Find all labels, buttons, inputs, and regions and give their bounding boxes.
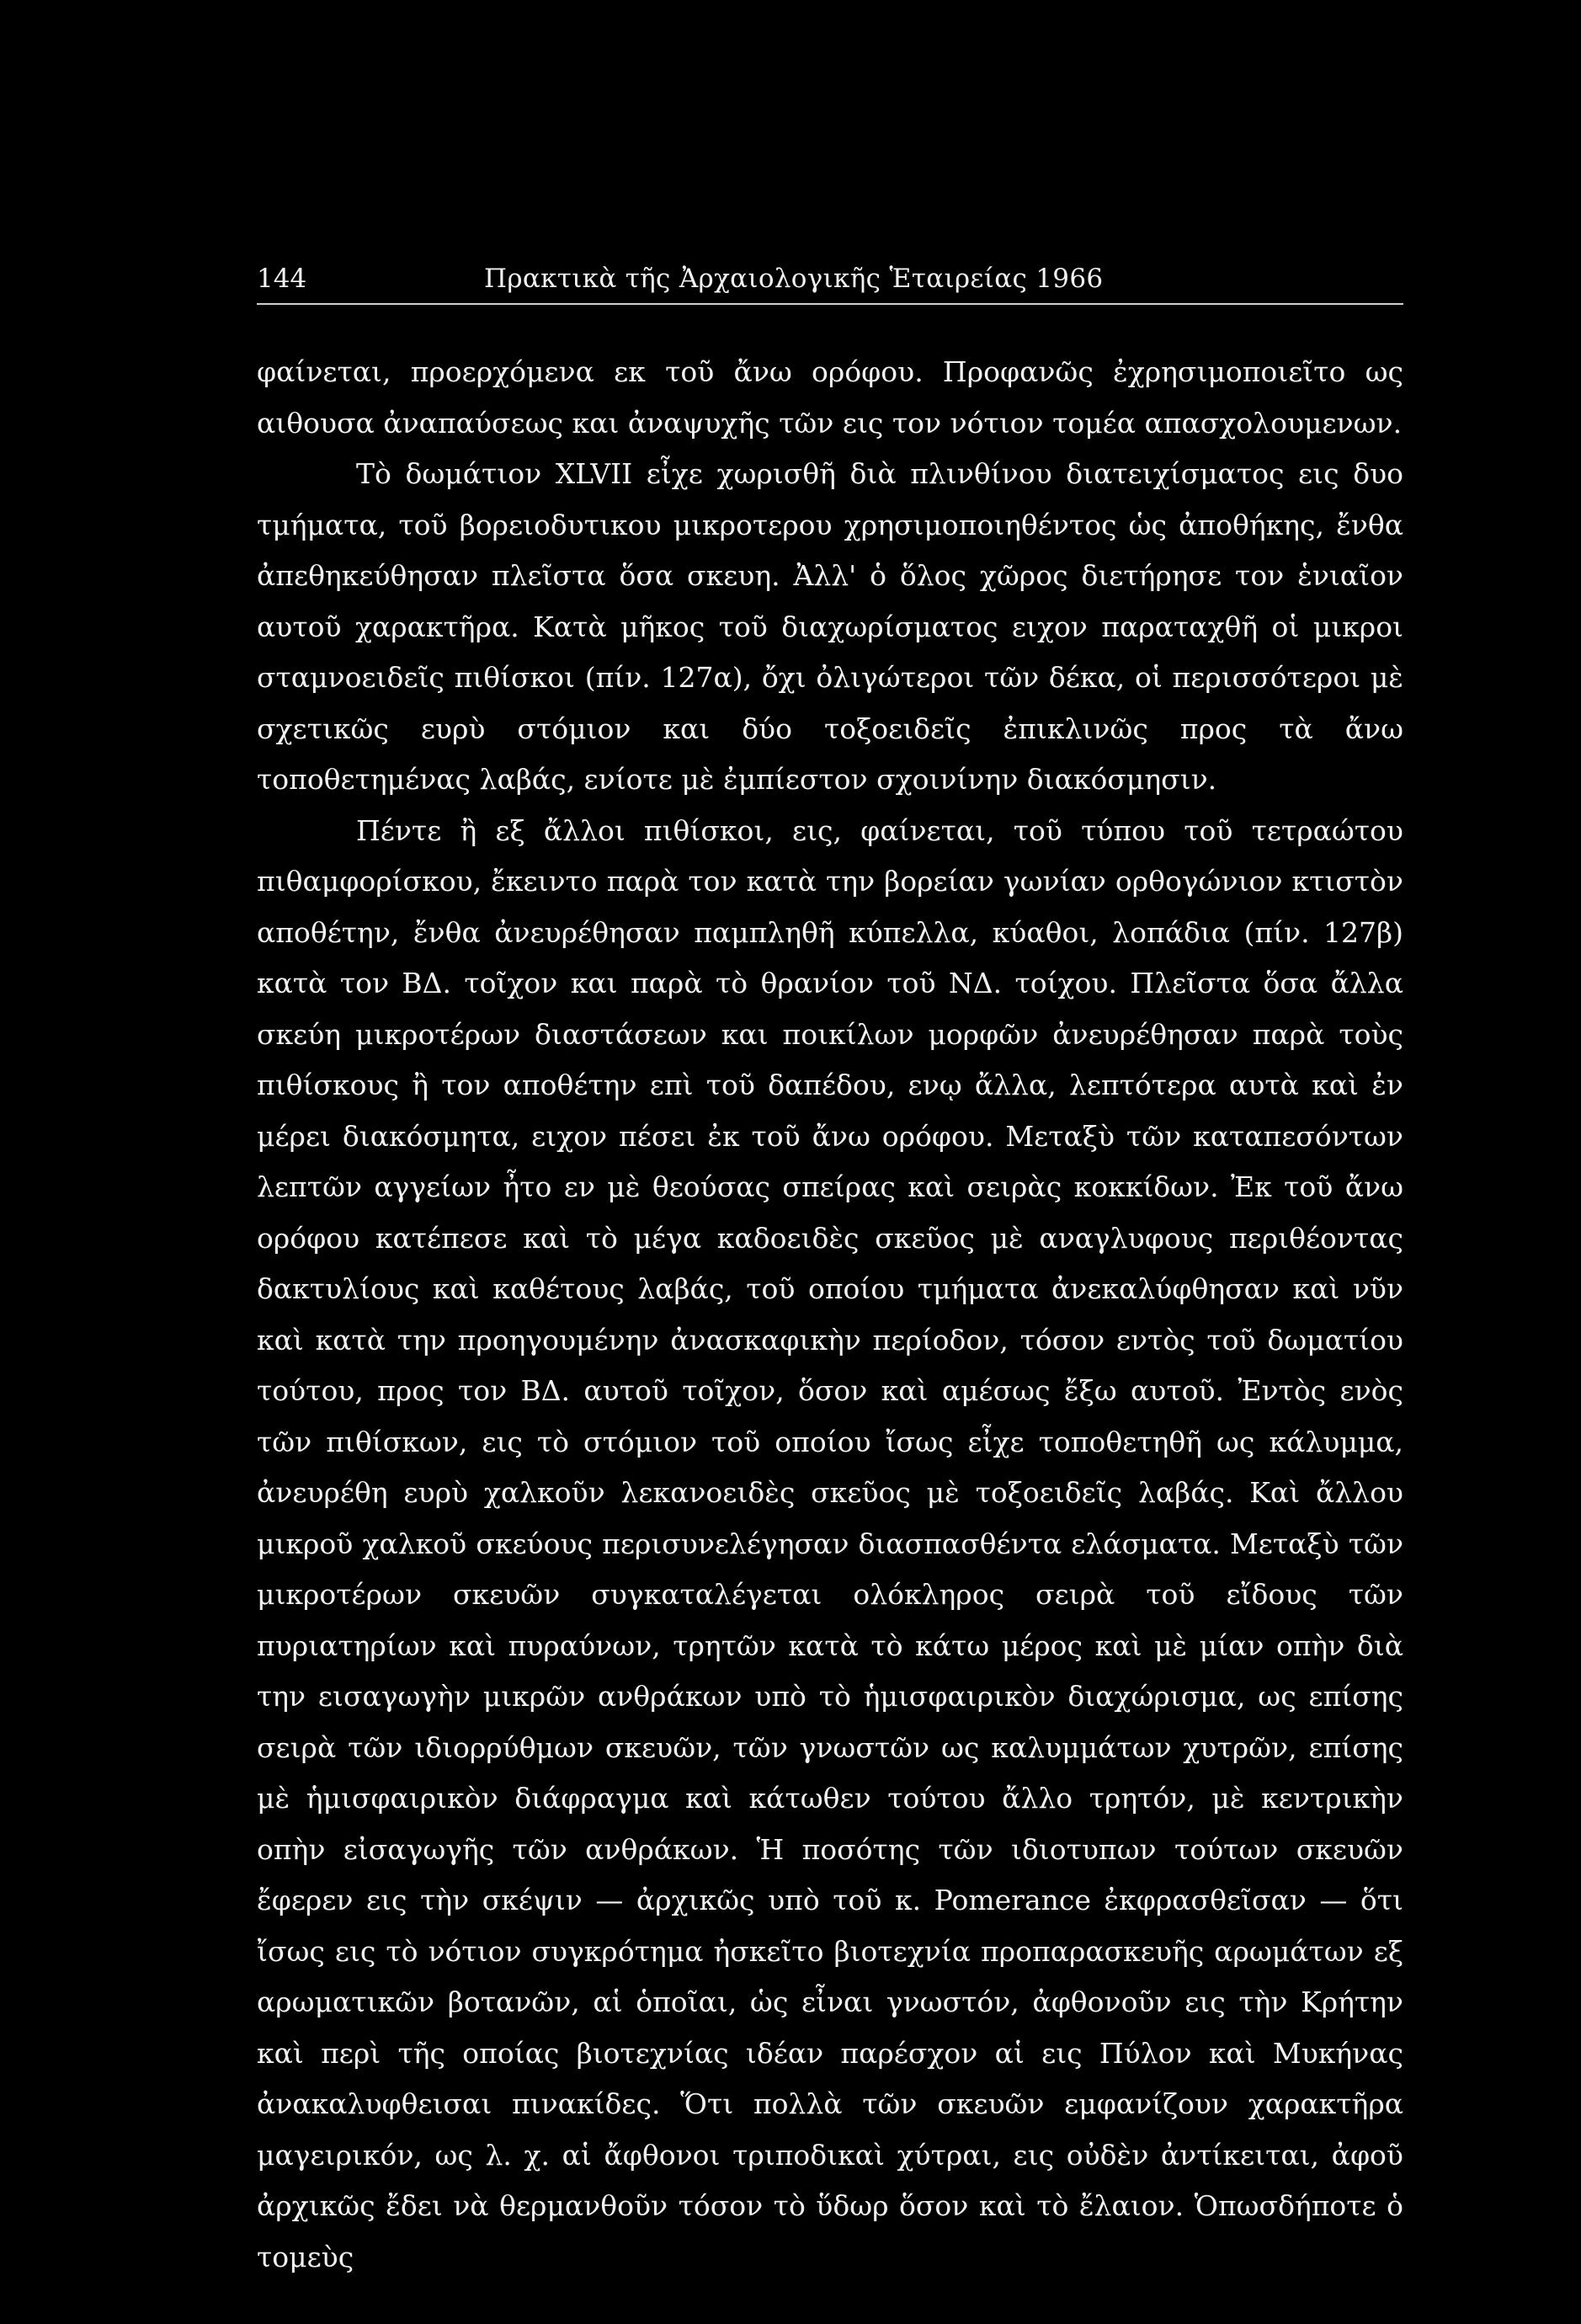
page-number: 144: [257, 264, 307, 294]
journal-title: Πρακτικὰ τῆς Ἀρχαιολογικῆς Ἑταιρείας 1966: [484, 264, 1104, 294]
paragraph-2: Τὸ δωμάτιον XLVII εἶχε χωρισθῆ διὰ πλινθίνου διατειχίσματος εις δυο τμήματα, τοῦ βορειοδυτικου μικροτερου χρησιμοποιηθέντος ὡς ἀποθήκης, ἔνθα ἀπεθηκεύθησαν πλεῖστα ὅσα σκευη. Ἀλλ' ὁ ὅλος χῶρος διετήρησε τον ἑνιαῖον αυτοῦ χαρακτῆρα. Κατὰ μῆκος τοῦ διαχωρίσματος ειχον παραταχθῆ οἱ μικροι σταμνοειδεῖς πιθίσκοι (πίν. 127α), ὄχι ὀλιγώτεροι τῶν δέκα, οἱ περισσότεροι μὲ σχετικῶς ευρὺ στόμιον και δύο τοξοειδεῖς ἐπικλινῶς προς τὰ ἄνω τοποθετημένας λαβάς, ενίοτε μὲ ἐμπίεστον σχοινίνην διακόσμησιν.: [257, 457, 1403, 796]
body-text: [257, 347, 1403, 2283]
running-head: [257, 259, 1403, 298]
paragraph-3: Πέντε ἢ εξ ἄλλοι πιθίσκοι, εις, φαίνεται, τοῦ τύπου τοῦ τετραώτου πιθαμφορίσκου, ἔκειντο παρὰ τον κατὰ την βορείαν γωνίαν ορθογώνιον κτιστὸν αποθέτην, ἔνθα ἀνευρέθησαν παμπληθῆ κύπελλα, κύαθοι, λοπάδια (πίν. 127β) κατὰ τον ΒΔ. τοῖχον και παρὰ τὸ θρανίον τοῦ ΝΔ. τοίχου. Πλεῖστα ὅσα ἄλλα σκεύη μικροτέρων διαστάσεων και ποικίλων μορφῶν ἀνευρέθησαν παρὰ τοὺς πιθίσκους ἢ τον αποθέτην επὶ τοῦ δαπέδου, ενῳ ἄλλα, λεπτότερα αυτὰ καὶ ἐν μέρει διακόσμητα, ειχον πέσει ἐκ τοῦ ἄνω ορόφου. Μεταξὺ τῶν καταπεσόντων λεπτῶν αγγείων ἦτο εν μὲ θεούσας σπείρας καὶ σειρὰς κοκκίδων. Ἐκ τοῦ ἄνω ορόφου κατέπεσε καὶ τὸ μέγα καδοειδὲς σκεῦος μὲ αναγλυφους περιθέοντας δακτυλίους καὶ καθέτους λαβάς, τοῦ οποίου τμήματα ἀνεκαλύφθησαν καὶ νῦν καὶ κατὰ την προηγουμένην ἀνασκαφικὴν περίοδον, τόσον εντὸς τοῦ δωματίου τούτου, προς τον ΒΔ. αυτοῦ τοῖχον, ὅσον καὶ αμέσως ἔξω αυτοῦ. Ἐντὸς ενὸς τῶν πιθίσκων, εις τὸ στόμιον τοῦ οποίου ἴσως εἶχε τοποθετηθῆ ως κάλυμμα, ἀνευρέθη ευρὺ χαλκοῦν λεκανοειδὲς σκεῦος μὲ τοξοειδεῖς λαβάς. Καὶ ἄλλου μικροῦ χαλκοῦ σκεύους περισυνελέγησαν διασπασθέντα ελάσματα. Μεταξὺ τῶν μικροτέρων σκευῶν συγκαταλέγεται ολόκληρος σειρὰ τοῦ εἴδους τῶν πυριατηρίων καὶ πυραύνων, τρητῶν κατὰ τὸ κάτω μέρος καὶ μὲ μίαν οπὴν διὰ την εισαγωγὴν μικρῶν ανθράκων υπὸ τὸ ἡμισφαιρικὸν διαχώρισμα, ως επίσης σειρὰ τῶν ιδιορρύθμων σκευῶν, τῶν γνωστῶν ως καλυμμάτων χυτρῶν, επίσης μὲ ἡμισφαιρικὸν διάφραγμα καὶ κάτωθεν τούτου ἄλλο τρητόν, μὲ κεντρικὴν οπὴν εἰσαγωγῆς τῶν ανθράκων. Ἡ ποσότης τῶν ιδιοτυπων τούτων σκευῶν ἔφερεν εις τὴν σκέψιν — ἀρχικῶς υπὸ τοῦ κ. Pomerance ἐκφρασθεῖσαν — ὅτι ἴσως εις τὸ νότιον συγκρότημα ἠσκεῖτο βιοτεχνία προπαρασκευῆς αρωμάτων εξ αρωματικῶν βοτανῶν, αἱ ὁποῖαι, ὡς εἶναι γνωστόν, ἀφθονοῦν εις τὴν Κρήτην καὶ περὶ τῆς οποίας βιοτεχνίας ιδέαν παρέσχον αἱ εις Πύλον καὶ Μυκήνας ἀνακαλυφθεισαι πινακίδες. Ὅτι πολλὰ τῶν σκευῶν εμφανίζουν χαρακτῆρα μαγειρικόν, ως λ. χ. αἱ ἄφθονοι τριποδικαὶ χύτραι, εις οὐδὲν ἀντίκειται, ἀφοῦ ἀρχικῶς ἔδει νὰ θερμανθοῦν τόσον τὸ ὕδωρ ὅσον καὶ τὸ ἔλαιον. Ὁπωσδήποτε ὁ τομεὺς: [257, 813, 1403, 2273]
paragraph-1: φαίνεται, προερχόμενα εκ τοῦ ἄνω ορόφου. Προφανῶς ἐχρησιμοποιεῖτο ως αιθουσα ἀναπαύσεως και ἀναψυχῆς τῶν εις τον νότιον τομέα απασχολουμενων.: [257, 355, 1403, 440]
header-rule: [257, 303, 1403, 305]
